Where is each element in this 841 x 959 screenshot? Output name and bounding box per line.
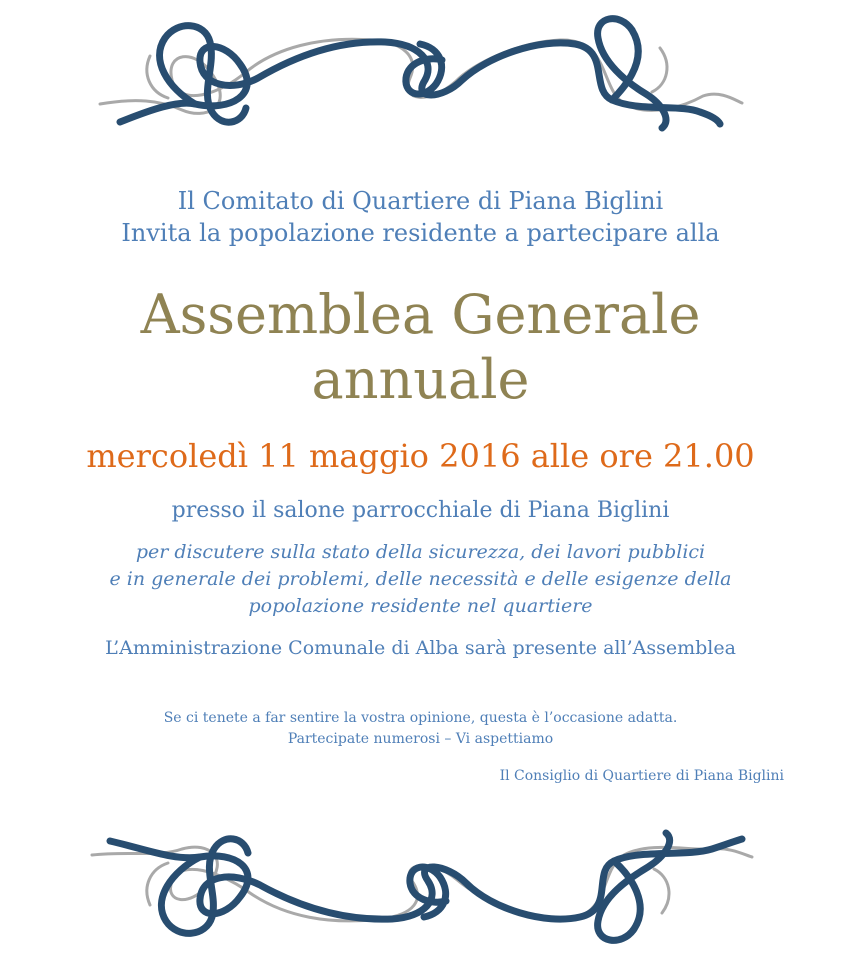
administration-note: L’Amministrazione Comunale di Alba sarà presente all’Assemblea <box>105 637 736 659</box>
top-ribbon-ornament-icon <box>0 0 841 140</box>
intro-invitation-line: Invita la popolazione residente a partecipare alla <box>121 219 720 247</box>
intro-committee-line: Il Comitato di Quartiere di Piana Biglini <box>177 187 664 215</box>
purpose-line1: per discutere sulla stato della sicurezza, dei lavori pubblici <box>135 541 706 563</box>
event-title-line1: Assemblea Generale <box>140 283 701 346</box>
event-title-line2: annuale <box>311 348 530 411</box>
signature: Il Consiglio di Quartiere di Piana Biglini <box>499 768 784 784</box>
event-location: presso il salone parrocchiale di Piana Biglini <box>171 498 670 523</box>
bottom-ribbon-ornament-icon <box>0 819 841 959</box>
purpose-line3: popolazione residente nel quartiere <box>248 595 593 617</box>
closing-line1: Se ci tenete a far sentire la vostra opinione, questa è l’occasione adatta. <box>163 710 678 726</box>
closing-line2: Partecipate numerosi – Vi aspettiamo <box>287 731 554 747</box>
purpose-line2: e in generale dei problemi, delle necessità e delle esigenze della <box>109 568 732 590</box>
event-date-time: mercoledì 11 maggio 2016 alle ore 21.00 <box>86 437 755 475</box>
